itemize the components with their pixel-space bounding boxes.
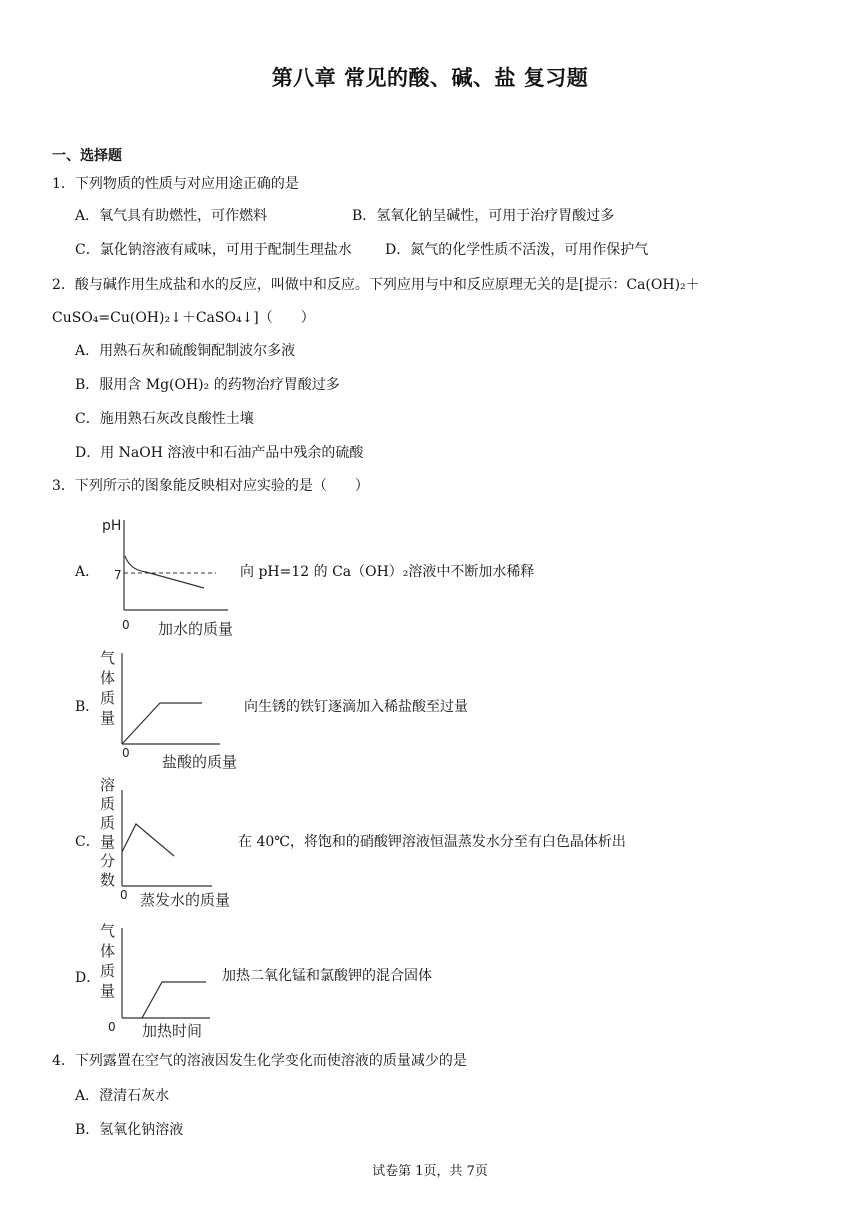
graph-d-ylabel: [100, 922, 115, 1000]
graph-a-ytick: 7: [114, 568, 122, 582]
graph-c-origin: 0: [120, 888, 128, 902]
question-1-option-b: B．氢氧化钠呈碱性，可用于治疗胃酸过多: [352, 208, 615, 224]
question-2-option-b: B．服用含 Mg(OH)₂ 的药物治疗胃酸过多: [75, 377, 340, 393]
question-1-stem: 1．下列物质的性质与对应用途正确的是: [52, 176, 299, 192]
graph-b-curve: [122, 703, 202, 744]
graph-b-xlabel: 盐酸的质量: [162, 753, 238, 771]
svg-text:质: 质: [100, 795, 116, 813]
section-heading: 一、选择题: [52, 148, 122, 164]
question-2-option-d: D．用 NaOH 溶液中和石油产品中残余的硫酸: [75, 445, 364, 461]
graph-c-curve: [122, 824, 174, 856]
graph-d-curve: [142, 982, 206, 1018]
svg-text:分: 分: [100, 852, 116, 870]
question-2-option-a: A．用熟石灰和硫酸铜配制波尔多液: [75, 343, 296, 359]
graph-b-origin: 0: [122, 746, 130, 760]
graph-a-curve: [125, 556, 204, 588]
svg-text:质: 质: [100, 689, 116, 707]
svg-text:气: 气: [100, 922, 116, 940]
graph-a-ylabel: pH: [102, 518, 122, 534]
question-3-option-a-desc: 向 pH=12 的 Ca（OH）₂溶液中不断加水稀释: [240, 564, 535, 580]
page-title: 第八章 常见的酸、碱、盐 复习题: [271, 66, 589, 90]
question-1-option-d: D．氮气的化学性质不活泼，可用作保护气: [385, 242, 649, 258]
svg-text:量: 量: [100, 982, 116, 1000]
graph-c-ylabel: [100, 776, 115, 889]
graph-d-xlabel: 加热时间: [142, 1022, 203, 1040]
svg-text:量: 量: [100, 833, 116, 851]
svg-text:体: 体: [100, 669, 116, 687]
question-3-option-d-desc: 加热二氧化锰和氯酸钾的混合固体: [222, 968, 432, 984]
question-2-stem-line1: 2．酸与碱作用生成盐和水的反应，叫做中和反应。下列应用与中和反应原理无关的是[提示：Ca(OH)₂＋: [52, 277, 700, 293]
svg-text:数: 数: [100, 871, 116, 889]
graph-d-origin: 0: [108, 1020, 116, 1034]
svg-text:质: 质: [100, 962, 116, 980]
question-3-stem: 3．下列所示的图象能反映相对应实验的是（ ）: [52, 478, 369, 494]
graph-b: [96, 645, 256, 775]
page-footer: 试卷第 1页，共 7页: [372, 1164, 488, 1179]
svg-text:量: 量: [100, 709, 116, 727]
graph-a-origin: 0: [122, 618, 130, 632]
svg-text:质: 质: [100, 814, 116, 832]
question-4-stem: 4．下列露置在空气的溶液因发生化学变化而使溶液的质量减少的是: [52, 1053, 467, 1069]
question-3-option-b-label: B．: [75, 699, 100, 715]
question-1-option-a: A．氧气具有助燃性，可作燃料: [75, 208, 268, 224]
svg-text:体: 体: [100, 942, 116, 960]
question-2-stem-line2: CuSO₄=Cu(OH)₂↓＋CaSO₄↓]（ ）: [52, 310, 315, 326]
question-3-option-d-label: D．: [75, 970, 101, 986]
question-4-option-b: B．氢氧化钠溶液: [75, 1122, 184, 1138]
question-4-option-a: A．澄清石灰水: [75, 1088, 170, 1104]
question-2-option-c: C．施用熟石灰改良酸性土壤: [75, 411, 254, 427]
graph-b-ylabel: [100, 649, 115, 727]
question-3-option-c-desc: 在 40℃，将饱和的硝酸钾溶液恒温蒸发水分至有白色晶体析出: [238, 834, 626, 850]
svg-text:溶: 溶: [100, 776, 116, 794]
question-1-option-c: C．氯化钠溶液有咸味，可用于配制生理盐水: [75, 242, 352, 258]
svg-text:气: 气: [100, 649, 116, 667]
graph-c: [96, 774, 256, 910]
question-3-option-b-desc: 向生锈的铁钉逐滴加入稀盐酸至过量: [244, 699, 468, 715]
graph-a: [96, 508, 246, 640]
question-3-option-a-label: A．: [75, 564, 100, 580]
question-3-option-c-label: C．: [75, 834, 100, 850]
graph-a-xlabel: 加水的质量: [158, 620, 234, 638]
graph-c-xlabel: 蒸发水的质量: [140, 891, 231, 909]
